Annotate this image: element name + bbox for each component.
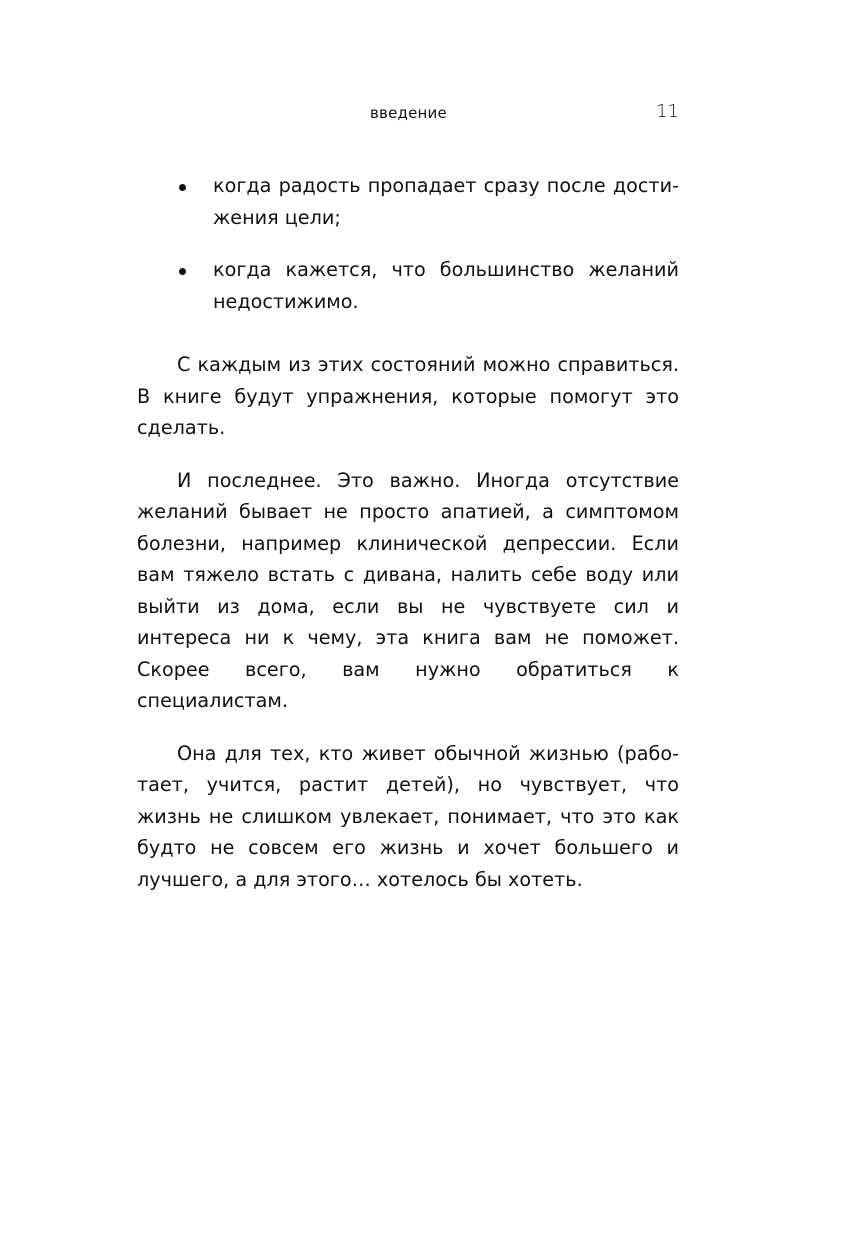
paragraph: Она для тех, кто живет обычной жизнью (работает, учится, растит детей), но чувствует, что жизнь не слишком увлекает, понимает, что это как будто не совсем его жизнь и хочет большего и лучшего, а для этого… хотелось бы хотеть. (137, 741, 679, 891)
bullet-dot-icon (179, 268, 186, 275)
bullet-item (137, 254, 679, 317)
page-body (137, 170, 679, 916)
bullet-dot-icon (179, 184, 186, 191)
running-head (0, 101, 844, 126)
paragraph: С каждым из этих состояний можно справиться. В книге будут упражнения, которые помогут это сделать. (137, 353, 679, 439)
bullet-text: когда кажется, что большинство желаний недостижимо. (213, 258, 679, 313)
page-number: 11 (656, 101, 679, 122)
bullet-text: когда радость пропадает сразу после достижения цели; (213, 174, 679, 229)
section-title: введение (370, 104, 447, 122)
bullet-item (137, 170, 679, 233)
paragraph: И последнее. Это важно. Иногда отсутствие желаний бывает не просто апатией, а симптомом болезни, например клинической депрессии. Если вам тяжело встать с дивана, налить себе воду или выйти из дома, если вы не чувствуете сил и интереса ни к чему, эта книга вам не поможет. Скорее всего, вам нужно обратиться к специалистам. (137, 468, 679, 712)
bullet-list (137, 170, 679, 317)
